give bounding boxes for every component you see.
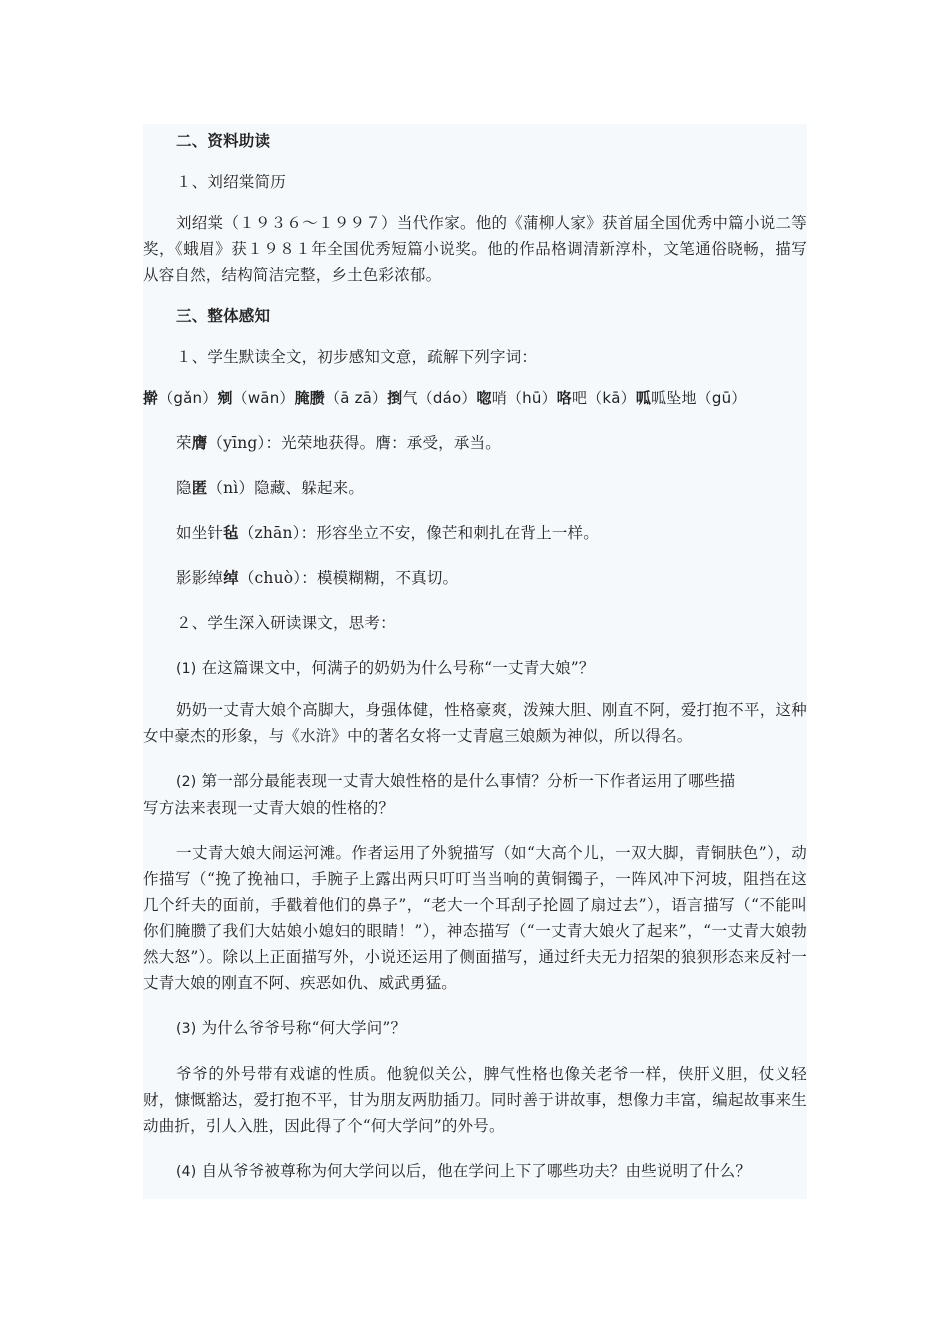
vocab-item: 呱呱坠地（gū） [635,389,747,407]
term-definition: 隐匿（nì）隐藏、躲起来。 [176,478,365,497]
term-definition: 荣膺（yīng）：光荣地获得。膺：承受，承当。 [176,433,501,452]
vocab-item: 唿哨（hū） [476,389,557,407]
question: (2) 第一部分最能表现一丈青大娘性格的是什么事情？分析一下作者运用了哪些描 写方法来表现一丈青大娘的性格的？ [143,772,736,817]
section-heading: 二、资料助读 [176,131,271,150]
answer-paragraph: 一丈青大娘大闹运河滩。作者运用了外貌描写（如“大高个儿，一双大脚，青铜肤色”），动作描写（“挽了挽袖口，手腕子上露出两只叮叮当当响的黄铜镯子，一阵风冲下河坡，阻挡在这几个纤夫的面前，手戳着他们的鼻子”，“老大一个耳刮子抡圆了扇过去”），语言描写（“不能叫你们腌臜了我们大姑娘小媳妇的眼睛！”），神态描写（“一丈青大娘火了起来”，“一丈青大娘勃然大怒”）。除以上正面描写外，小说还运用了侧面描写，通过纤夫无力招架的狼狈形态来反衬一丈青大娘的刚直不阿、疾恶如仇、威武勇猛。 [143,844,807,992]
vocab-item: 咯吧（kā） [556,389,636,407]
vocab-item: 擀（gǎn） [143,389,218,407]
question: (1) 在这篇课文中，何满子的奶奶为什么号称“一丈青大娘”？ [176,659,595,677]
document-body [143,124,807,1199]
vocab-item: 捯气（dáo） [387,389,477,407]
vocab-item: 剜（wān） [217,389,295,407]
subheading: １、刘绍棠简历 [176,173,286,191]
question: (3) 为什么爷爷号称“何大学问”？ [176,1019,407,1037]
term-definition: 如坐针毡（zhān）：形容坐立不安，像芒和刺扎在背上一样。 [176,523,599,542]
term-definition: 影影绰绰（chuò）：模模糊糊，不真切。 [176,568,459,587]
vocab-item: 腌臜（ā zā） [294,389,388,407]
section-heading: 三、整体感知 [176,306,271,325]
list-item: １、学生默读全文，初步感知文意，疏解下列字词： [176,348,538,366]
bio-paragraph: 刘绍棠（１９３６～１９９７）当代作家。他的《蒲柳人家》获首届全国优秀中篇小说二等奖，《蛾眉》获１９８１年全国优秀短篇小说奖。他的作品格调清新淳朴，文笔通俗晓畅，描写从容自然，结构简洁完整，乡土色彩浓郁。 [143,214,807,284]
answer-paragraph: 奶奶一丈青大娘个高脚大，身强体健，性格豪爽，泼辣大胆、刚直不阿，爱打抱不平，这种女中豪杰的形象，与《水浒》中的著名女将一丈青扈三娘颇为神似，所以得名。 [143,701,807,745]
pinyin-vocab-line [143,385,823,411]
question: (4) 自从爷爷被尊称为何大学问以后，他在学问上下了哪些功夫？由些说明了什么？ [176,1162,752,1180]
list-item: ２、学生深入研读课文，思考： [176,614,396,632]
answer-paragraph: 爷爷的外号带有戏谑的性质。他貌似关公，脾气性格也像关老爷一样，侠肝义胆，仗义轻财，慷慨豁达，爱打抱不平，甘为朋友两肋插刀。同时善于讲故事，想像力丰富，编起故事来生动曲折，引人入胜，因此得了个“何大学问”的外号。 [143,1065,807,1135]
